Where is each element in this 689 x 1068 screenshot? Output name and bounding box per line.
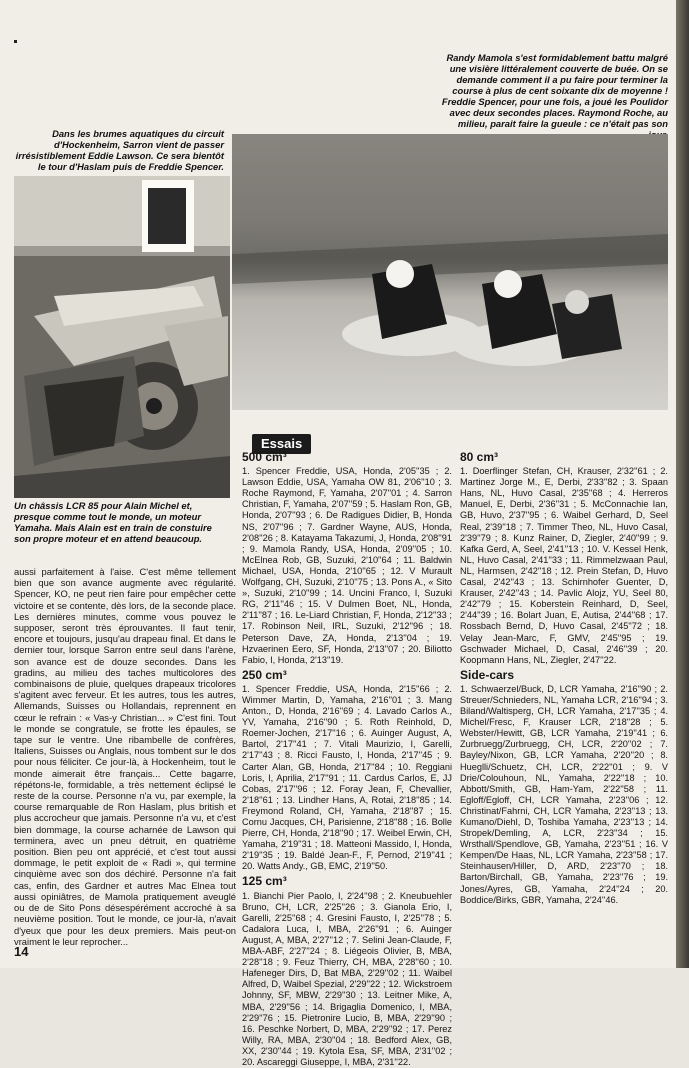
page-mark — [14, 40, 17, 43]
section-label-essais: Essais — [252, 434, 311, 454]
article-body — [14, 566, 236, 947]
photo-race — [232, 134, 668, 410]
page-binding-edge — [676, 0, 689, 968]
results-sidecars-title: Side-cars — [460, 667, 515, 682]
results-80-title: 80 cm³ — [460, 450, 499, 464]
photo-race-image — [232, 134, 668, 410]
results-column-2 — [460, 448, 668, 906]
results-500-title: 500 cm³ — [242, 450, 287, 464]
caption-chassis: Un châssis LCR 85 pour Alain Michel et, presque comme tout le monde, un moteur Yamaha. Mais Alain est en train de constuire son propre moteur et en attend beaucoup. — [14, 500, 212, 544]
page-number: 14 — [14, 944, 29, 959]
results-250-list: 1. Spencer Freddie, USA, Honda, 2'15''66 ; 2. Wimmer Martin, D, Yamaha, 2'16''01 ; 3. Mang Anton., D, Honda, 2'16''69 ; 4. Lavado Carlos A., YV, Yamaha, 2'16''90 ; 5. Roth Reinhold, D, Roemer-Jochen, 2'17''16 ; 6. Auinger August, A, Bartol, 2'17''41 ; 7. Vitali Maurizio, I, Garelli, 2'17''43 ; 8. Ricci Fausto, I, Honda, 2'17''45 ; 9. Carter Alan, GB, Honda, 2'17''84 ; 10. Reggiani Loris, I, Aprilia, 2'17''91 ; 11. Cardus Carlos, E, JJ Cobas, 2'17''96 ; 12. Foray Jean, F, Chevallier, 2'18''61 ; 13. Lindher Hans, A, Rotai, 2'18''85 ; 14. Freymond Roland, CH, Yamaha, 2'18''87 ; 15. Cornu Jacques, CH, Parisienne, 2'18''88 ; 16. Bolle Pierre, CH, Honda, 2'18''90 ; 17. Weibel Erwin, CH, Yamaha, 2'19''31 ; 18. Matteoni Massido, I, Honda, 2'19''35 ; 19. Baldé Jean-F., F, Pernod, 2'19''41 ; 20. Watts Andy., GB, EMC, 2'19''50. — [242, 683, 452, 872]
caption-sarron: Dans les brumes aquatiques du circuit d'Hockenheim, Sarron vient de passer irrésistiblement Eddie Lawson. Ce sera bientôt le tour d'Haslam puis de Freddie Spencer. — [15, 128, 224, 172]
results-125-list: 1. Bianchi Pier Paolo, I, 2'24''98 ; 2. Kneubuehler Bruno, CH, LCR, 2'25''26 ; 3. Gianola Erio, I, Garelli, 2'25''68 ; 4. Gresini Fausto, I, 2'25''78 ; 5. Cadalora Luca, I, MBA, 2'26''91 ; 6. Auinger August, A, MBA, 2'27''12 ; 7. Selini Jean-Claude, F, MBA-ABF, 2'27''24 ; 8. Liégeois Olivier, B, MBA, 2'28''18 ; 9. Feuz Thierry, CH, MBA, 2'28''60 ; 10. Hafeneger Dirs, D, Bat MBA, 2'29''02 ; 11. Waibel Alfred, D, Waibel Spezial, 2'29''22 ; 12. Wickstroem Johnny, SF, MBW, 2'29''30 ; 13. Leitner Mike, A, MBA, 2'29''56 ; 14. Brigaglia Domenico, I, MBA, 2'29''76 ; 15. Pietronire Lucio, B, MBA, 2'29''90 ; 16. Peschke Norbert, D, MBA, 2'29''92 ; 17. Perez Willy, RA, MBA, 2'30''04 ; 18. Bedford Alex, GB, XX, 2'30''44 ; 19. Kytola Esa, SF, MBA, 2'31''02 ; 20. Ascareggi Giuseppe, I, MBA, 2'31''22. — [242, 890, 452, 1067]
photo-chassis-image — [14, 176, 230, 498]
photo-chassis — [14, 176, 230, 498]
results-125-title: 125 cm³ — [242, 874, 287, 889]
results-80-list: 1. Doerflinger Stefan, CH, Krauser, 2'32''61 ; 2. Martinez Jorge M., E, Derbi, 2'33''82 ; 3. Spaan Hans, NL, Huvo Casal, 2'35''68 ; 4. Herreros Manuel, E, Derbi, 2'36''31 ; 5. McConnachie Ian, GB, Huvo, 2'37''95 ; 6. Waibel Gerhard, D, Seel Real, 2'39''18 ; 7. Timmer Theo, NL, Huvo Casal, 2'39''79 ; 8. Kunz Rainer, D, Ziegler, 2'40''99 ; 9. Kafka Gerd, A, Seel, 2'41''13 ; 10. V. Kessel Henk, NL, Huvo Casal, 2'41''33 ; 11. Rimmelzwaan Paul, NL, Harmsen, 2'42''18 ; 12. Prein Stefan, D, Huvo Casal, 2'42''43 ; 13. Schirnhofer Guenter, D, Krauser, 2'42''43 ; 14. Pavlic Alojz, YU, Seel 80, 2'42''79 ; 15. Koberstein Reinhard, D, Seel, 2'44''39 ; 16. Bolart Juan, E, Autisa, 2'44''68 ; 17. Rossbach Bernd, D, Huvo Casal, 2'45''72 ; 18. Velay Jean-Marc, F, GMV, 2'45''95 ; 19. Gschwader Michael, D, Casal, 2'46''39 ; 20. Koopmann Hans, NL, Ziegler, 2'47''22. — [460, 466, 668, 665]
caption-mamola: Randy Mamola s'est formidablement battu malgré une visière littéralement couverte de buée. On se demande comment il a pu faire pour terminer la course à plus de cent soixante dix de moyenne ! Freddie Spencer, pour une fois, a joué les Poulidor avec deux secondes places. Raymond Roche, au milieu, parait faire la gueule : ce n'était pas son — [441, 52, 668, 129]
results-500-list: 1. Spencer Freddie, USA, Honda, 2'05''35 ; 2. Lawson Eddie, USA, Yamaha OW 81, 2'06''10 ; 3. Roche Raymond, F, Yamaha, 2'07''01 ; 4. Sarron Christian, F, Yamaha, 2'07''59 ; 5. Haslam Ron, GB, Honda, 2'07''93 ; 6. De Radigues Didier, B, Honda NS, 2'07''96 ; 7. Gardner Wayne, AUS, Honda, 2'08''26 ; 8. Katayama Takazumi, J, Honda, 2'08''91 ; 9. Mamola Randy, USA, Honda, 2'09''05 ; 10. McElnea Rob, GB, Suzuki, 2'10''64 ; 11. Baldwin Michael, USA, Honda, 2'10''65 ; 12. V Murault Wolfgang, CH, Suzuki, 2'10''75 ; 13. Pons A., « Sito », Suzuki, 2'10''99 ; 14. Uncini Franco, I, Suzuki RG, 2'11''46 ; 15. V Dulmen Boet, NL, Honda, 2'11''87 ; 16. Le-Liard Christian, F, Honda, 2'12''33 ; 17. Robinson Neil, IRL, Suzuki, 2'12''96 ; 18. Peterson Dave, ZA, Honda, 2'13''04 ; 19. Hzvaerinen Eero, SF, Honda, 2'13''07 ; 20. Biliotto Fabio, I, Honda, 2'13''19. — [242, 466, 452, 665]
results-250-title: 250 cm³ — [242, 667, 287, 682]
results-column-1 — [242, 448, 452, 1068]
results-sidecars-list: 1. Schwaerzel/Buck, D, LCR Yamaha, 2'16''90 ; 2. Streuer/Schnieders, NL, Yamaha LCR, 2'16''94 ; 3. Biland/Waltisperg, CH, LCR Yamaha, 2'17''35 ; 4. Michel/Fresc, F, Krauser LCR, 2'18''28 ; 5. Webster/Hewitt, GB, LCR Yamaha, 2'19''41 ; 6. Zurbruegg/Zurbruegg, CH, LCR, 2'20''02 ; 7. Bayley/Nixon, GB, LCR Yamaha, 2'20''20 ; 8. Hueglli/Schuetz, CH, LCR, 2'22''01 ; 9. V Drie/Colouhoun, NL, Yamaha, 2'22''18 ; 10. Abbott/Smith, GB, Ham-Yam, 2'22''58 ; 11. Egloff/Egloff, CH, LCR Yamaha, 2'23''06 ; 12. Christinat/Fahrni, CH, LCR Yamaha, 2'23''13 ; 13. Kumano/Diehl, D, Toshiba Yamaha, 2'23''13 ; 14. Stropek/Demling, A, LCR, 2'23''34 ; 15. Wrsthall/Spendlove, GB, Yamaha, 2'23''51 ; 16. V Kempen/De Haas, NL, LCR Yamaha, 2'23''58 ; 17. Steinhausen/Hiller, D, ARD, 2'23''70 ; 18. Barton/Birchall, GB, Yamaha, 2'23''76 ; 19. Jones/Ayres, GB, Yamaha, 2'24''24 ; 20. Boddice/Birks, GBR, Yamaha, 2'24''46. — [460, 683, 668, 905]
article-paragraph: aussi parfaitement à l'aise. C'est même tellement bien que son avance augmente avec régularité. Spencer, KO, ne peut rien faire pour empêcher cette victoire et se contente, dès lors, de la seconde place. Les dernières minutes, comme vous pouvez le supposer, seront très éprouvantes. Il faut tenir, encore et toujours, jusqu'au drapeau final. Et dans le dernier tour, lorsque Sarron entre seul dans l'arène, son avance est de douze secondes. Dans les gradins, au milieu des taches multicolores des combinaisons de pluie, quelques drapeaux tricolores s'agitent avec ferveur. Et les autres, tous les autres, Allemands, Suisses ou Hollandais, reprennent en cœur le refrain : « Vas-y Christian... » C'est fini. Tout le monde se congratule, se frotte les épaules, se tape sur le ventre. Une ribambelle de confrères, Italiens, Suisses ou Anglais, nous tombent sur le dos pour nous féliciter. Ce jour-là, à Hockenheim, tout le monde aimerait être français... Cette bagarre, répétons-le, formidable, a très nettement éclipsé le reste de la course. Personne n'a vu, par exemple, la course remarquable de Ron Haslam, plus british et plus accrocheur que jamais. Personne n'a vu, et c'est bien dommage, la course acharnée de Lawson qui terminera, avec un pneu détruit, en quatrième position. Bien peu ont apprécié, et c'est tout aussi dommage, le petit exploit de « Radi », qui termine cinquième avec son dos déchiré. Personne n'a fait cas, enfin, des Gardner et autres Mac Elnea tout aussi opiniâtres, de Mamola pratiquement aveuglé ou de de Sito Pons désespérément accroché à sa neuvième position. Tout le monde, ce jour-là, n'avait d'yeux que pour les deux premiers. Mais peut-on vraiment le leur reprocher... — [14, 566, 236, 947]
